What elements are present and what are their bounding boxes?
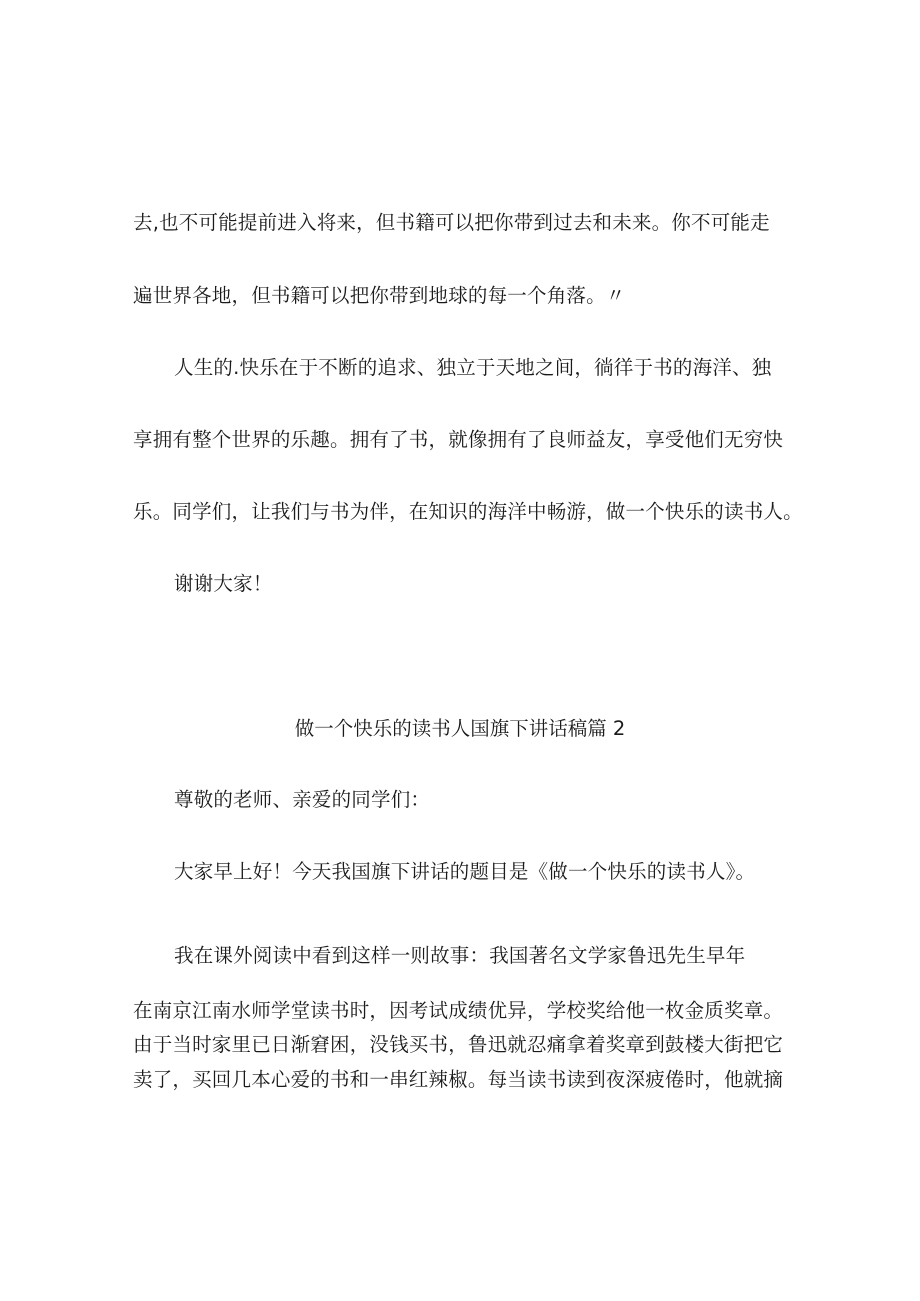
closing-line: 谢谢大家！ (174, 572, 273, 595)
paragraph-line: 在南京江南水师学堂读书时，因考试成绩优异，学校奖给他一枚金质奖章。 (133, 999, 784, 1022)
paragraph-line: 享拥有整个世界的乐趣。拥有了书，就像拥有了良师益友，享受他们无穷快 (133, 428, 784, 451)
paragraph-line: 人生的.快乐在于不断的追求、独立于天地之间，徜徉于书的海洋、独 (174, 356, 772, 379)
paragraph-line: 大家早上好！今天我国旗下讲话的题目是《做一个快乐的读书人》。 (174, 860, 756, 883)
paragraph-line: 我在课外阅读中看到这样一则故事：我国著名文学家鲁迅先生早年 (174, 944, 746, 967)
paragraph-line: 卖了，买回几本心爱的书和一串红辣椒。每当读书读到夜深疲倦时，他就摘 (133, 1068, 784, 1091)
paragraph-line: 去,也不可能提前进入将来，但书籍可以把你带到过去和未来。你不可能走 (133, 211, 770, 234)
paragraph-line: 乐。同学们，让我们与书为伴，在知识的海洋中畅游，做一个快乐的读书人。 (133, 500, 803, 523)
paragraph-line: 由于当时家里已日渐窘困，没钱买书，鲁迅就忍痛拿着奖章到鼓楼大街把它 (133, 1033, 784, 1056)
paragraph-line: 遍世界各地，但书籍可以把你带到地球的每一个角落。〃 (133, 284, 626, 307)
salutation-line: 尊敬的老师、亲爱的同学们： (174, 788, 431, 811)
section-title: 做一个快乐的读书人国旗下讲话稿篇 2 (294, 717, 626, 740)
